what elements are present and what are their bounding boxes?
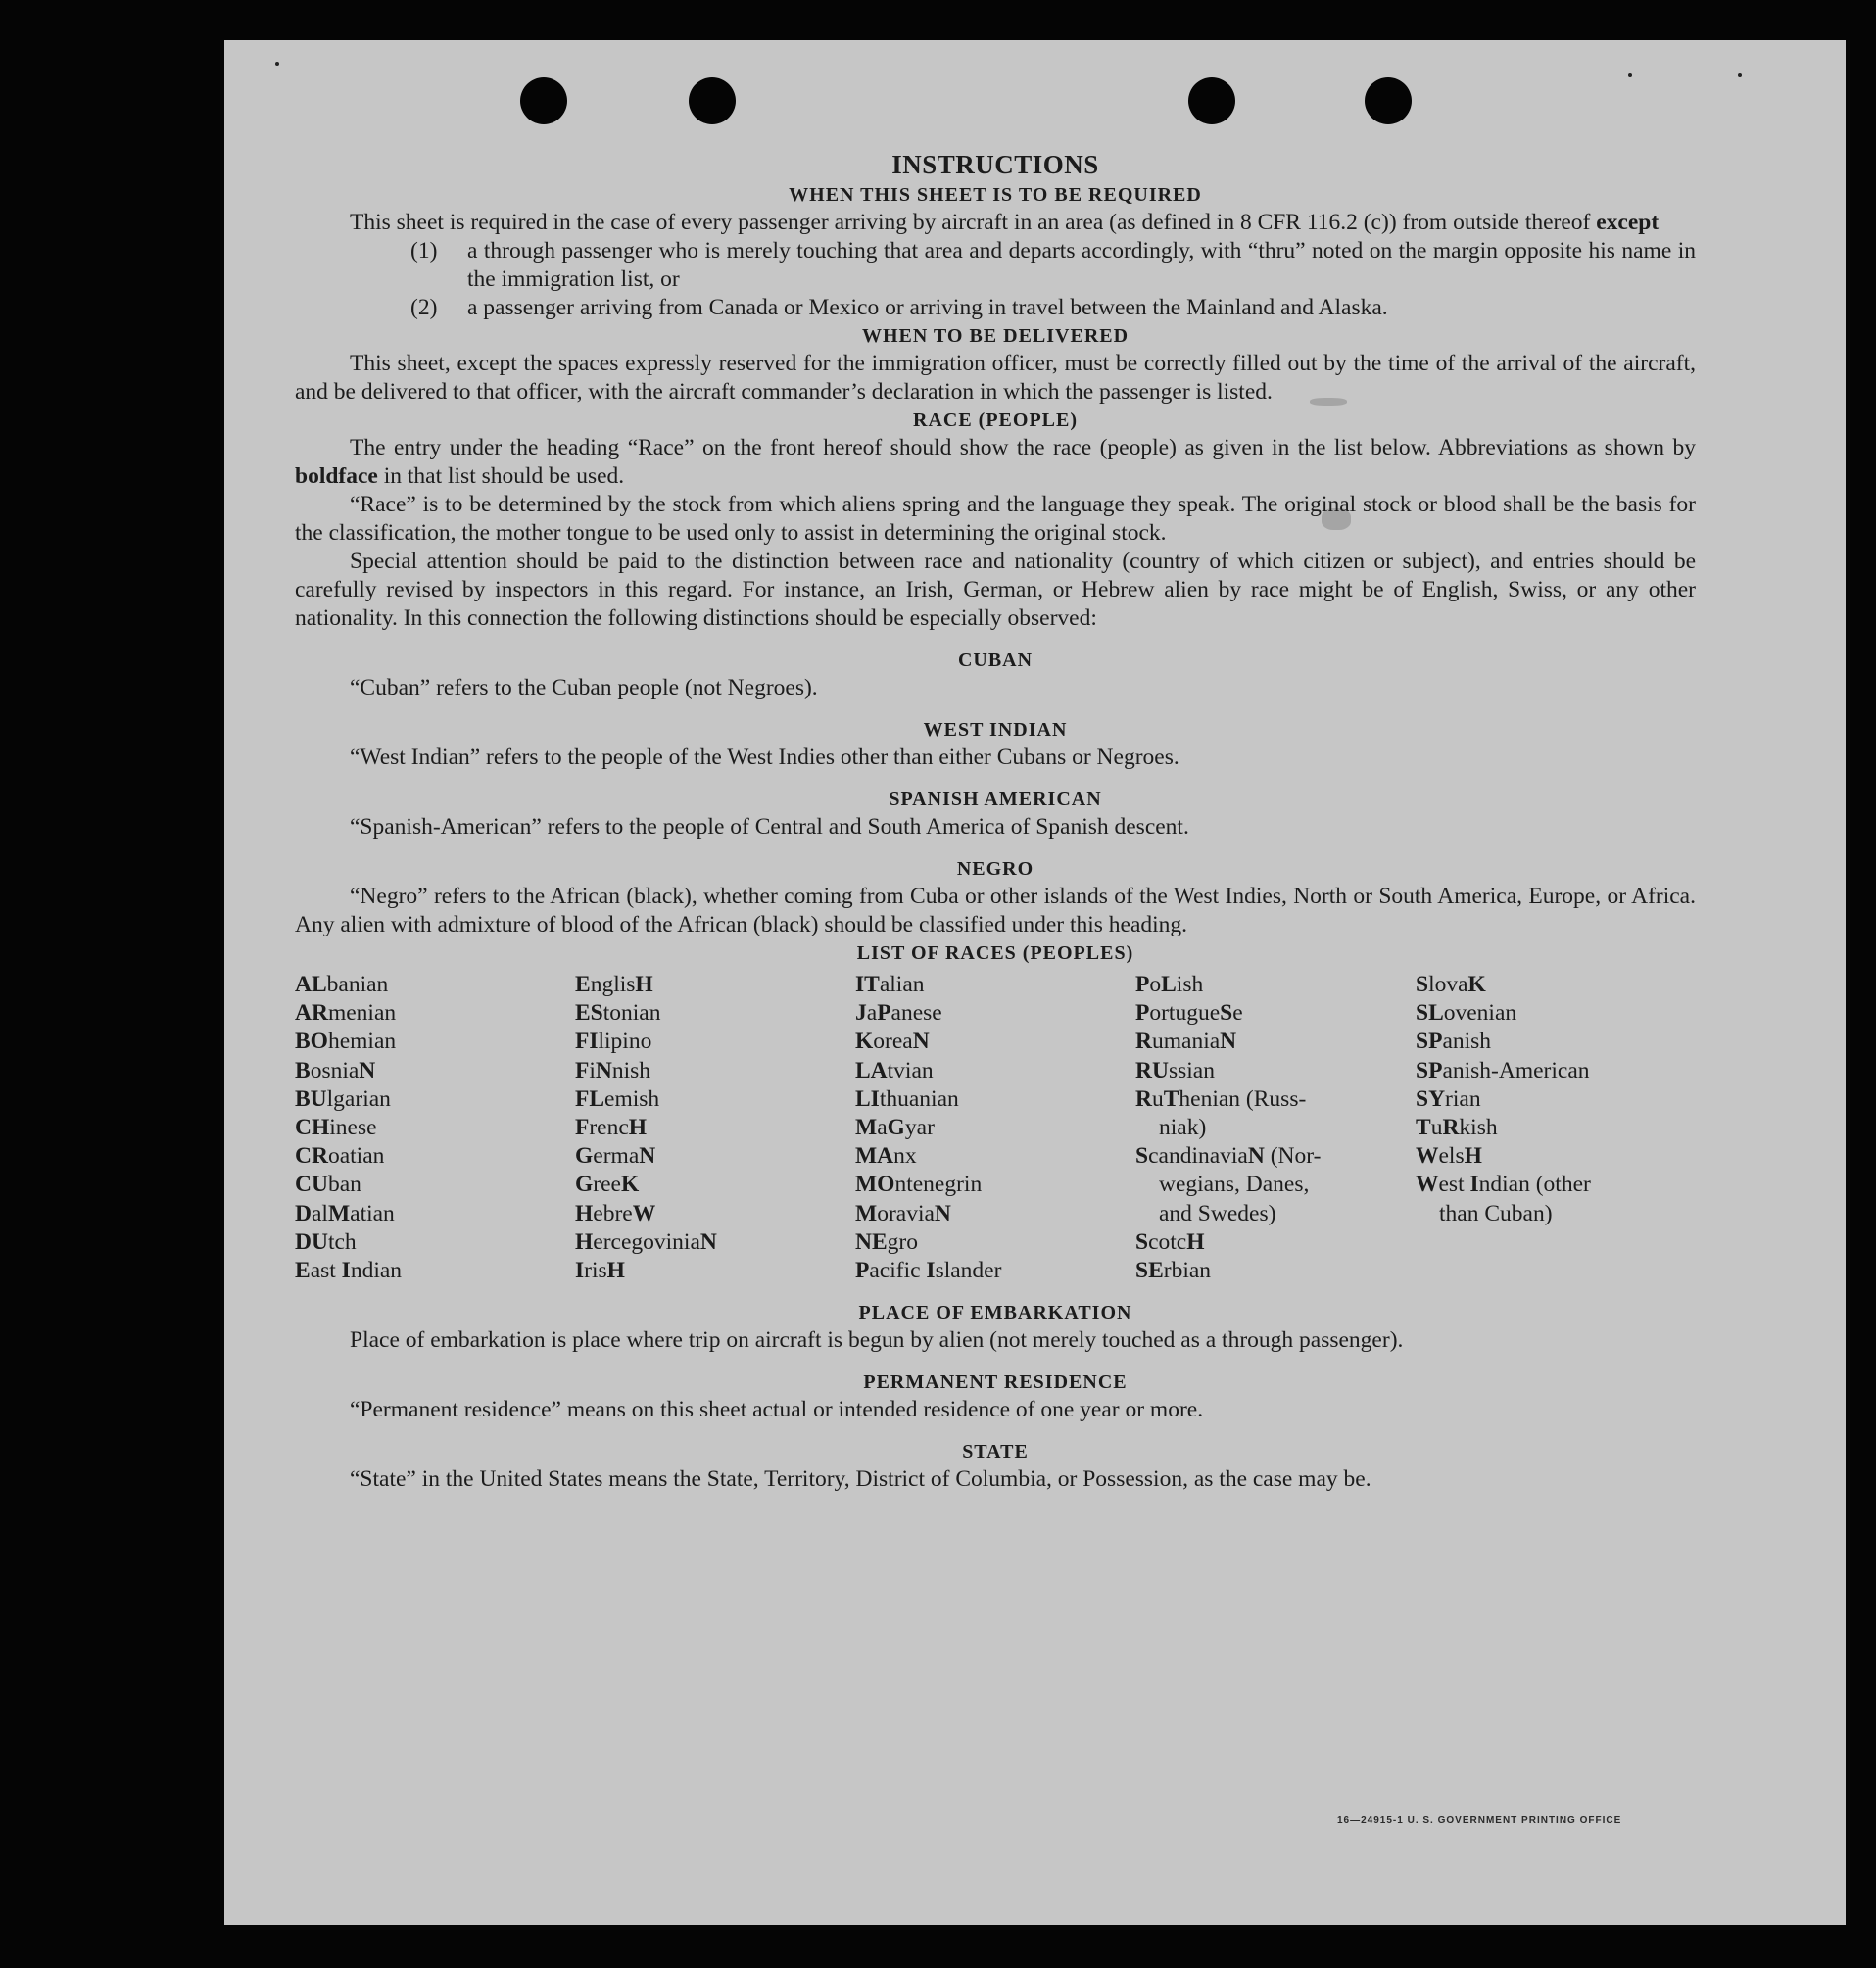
race-entry: LIthuanian — [855, 1085, 959, 1112]
race-entry: BOhemian — [295, 1029, 397, 1055]
section-heading: WHEN THIS SHEET IS TO BE REQUIRED — [789, 184, 1202, 206]
race-entry: GermaN — [575, 1143, 656, 1170]
race-entry: SLovenian — [1416, 1000, 1517, 1027]
race-entry: SYrian — [1416, 1085, 1481, 1112]
race-entry: RuThenian (Russ- — [1135, 1085, 1307, 1112]
race-entry: FIlipino — [575, 1029, 652, 1055]
paragraph: “Cuban” refers to the Cuban people (not Negroes). — [350, 675, 818, 700]
race-entry: EnglisH — [575, 972, 653, 997]
paragraph: This sheet is required in the case of every passenger arriving by aircraft in an area (as defined in 8 CFR 116.2 (c)) from outside thereof except — [350, 210, 1660, 235]
race-entry: wegians, Danes, — [1159, 1172, 1310, 1198]
race-entry: DalMatian — [295, 1200, 395, 1226]
paragraph: “Spanish-American” refers to the people of Central and South America of Spanish descent. — [350, 814, 1189, 840]
punch-hole — [520, 77, 567, 124]
race-entry: MaGyar — [855, 1115, 935, 1141]
race-entry: MOntenegrin — [855, 1172, 983, 1198]
paragraph: Special attention should be paid to the distinction between race and nationality (country of which citizen or subject), and entries should be carefully revised by inspectors in this regard. For instance, an Irish, German, or Hebrew alien by race might be of English, Swiss, or any other nationality. In this connection the following distinctions should be especially observed: — [295, 549, 1696, 631]
race-entry: FrencH — [575, 1115, 648, 1141]
document-sheet — [224, 40, 1846, 1925]
race-entry: DUtch — [295, 1228, 357, 1255]
races-list — [295, 971, 1696, 1285]
race-entry: TuRkish — [1416, 1115, 1498, 1141]
section-heading: NEGRO — [956, 858, 1034, 880]
race-entry: Pacific Islander — [855, 1258, 1002, 1284]
race-entry: KoreaN — [855, 1029, 930, 1055]
race-entry: EStonian — [575, 1000, 661, 1027]
race-entry: East Indian — [295, 1258, 403, 1284]
instructions-body — [295, 148, 1696, 1494]
race-column — [1135, 971, 1416, 1285]
race-column — [1416, 971, 1696, 1285]
race-entry: HebreW — [575, 1200, 656, 1226]
section-heading: CUBAN — [957, 649, 1034, 671]
race-entry: ARmenian — [295, 1000, 397, 1027]
race-entry: niak) — [1159, 1115, 1207, 1141]
paragraph: “Negro” refers to the African (black), whether coming from Cuba or other islands of the West Indies, North or South America, Europe, or Africa. Any alien with admixture of blood of the African (black) should be classified under this heading. — [295, 884, 1696, 937]
race-entry: CRoatian — [295, 1143, 385, 1170]
race-entry: BosniaN — [295, 1057, 376, 1083]
paragraph: “State” in the United States means the State, Territory, District of Columbia, or Possession, as the case may be. — [350, 1466, 1371, 1493]
race-entry: JaPanese — [855, 1000, 942, 1027]
race-entry: SPanish — [1416, 1029, 1492, 1055]
section-heading: WEST INDIAN — [923, 719, 1068, 741]
speck — [275, 62, 279, 66]
race-entry: FLemish — [575, 1085, 660, 1112]
race-entry: MAnx — [855, 1143, 917, 1170]
race-entry: WelsH — [1416, 1143, 1482, 1170]
race-entry: ALbanian — [295, 972, 389, 997]
race-entry: CHinese — [295, 1115, 377, 1141]
paragraph: Place of embarkation is place where trip on aircraft is begun by alien (not merely touched as a through passenger). — [350, 1327, 1404, 1354]
race-entry: RUssian — [1135, 1057, 1215, 1083]
paragraph: “Race” is to be determined by the stock from which aliens spring and the language they speak. The original stock or blood shall be the basis for the classification, the mother tongue to be used only to assist in determining the original stock. — [295, 492, 1696, 546]
race-entry: SErbian — [1135, 1258, 1212, 1284]
race-entry: SlovaK — [1416, 972, 1486, 997]
race-entry: SPanish-American — [1416, 1057, 1590, 1083]
race-entry: MoraviaN — [855, 1200, 951, 1226]
race-entry: ScandinaviaN (Nor- — [1135, 1143, 1322, 1170]
paragraph: The entry under the heading “Race” on the front hereof should show the race (people) as given in the list below. Abbreviations as shown by boldface in that list should be used. — [295, 435, 1696, 489]
race-entry: than Cuban) — [1439, 1200, 1553, 1226]
race-entry: HercegoviniaN — [575, 1228, 717, 1255]
section-heading: STATE — [962, 1441, 1029, 1464]
race-entry: LAtvian — [855, 1057, 934, 1083]
race-entry: ITalian — [855, 972, 925, 997]
paragraph: “West Indian” refers to the people of the West Indies other than either Cubans or Negroes. — [350, 744, 1179, 770]
race-column — [855, 971, 1135, 1285]
speck — [1628, 73, 1632, 77]
race-entry: PoLish — [1135, 972, 1204, 997]
race-entry: IrisH — [575, 1258, 625, 1284]
list-item: (2) a passenger arriving from Canada or Mexico or arriving in travel between the Mainland and Alaska. — [410, 295, 1388, 320]
race-entry: PortugueSe — [1135, 1000, 1243, 1027]
section-heading: WHEN TO BE DELIVERED — [861, 325, 1130, 347]
race-entry: West Indian (other — [1416, 1172, 1591, 1198]
page-title: INSTRUCTIONS — [891, 150, 1099, 179]
punch-hole — [1188, 77, 1235, 124]
section-heading: LIST OF RACES (PEOPLES) — [856, 942, 1134, 964]
paragraph: This sheet, except the spaces expressly reserved for the immigration officer, must be correctly filled out by the time of the arrival of the aircraft, and be delivered to that officer, with the aircraft commander’s declaration in which the passenger is listed. — [295, 351, 1696, 405]
race-entry: FiNnish — [575, 1057, 651, 1083]
race-entry: RumaniaN — [1135, 1029, 1237, 1055]
race-entry: and Swedes) — [1159, 1200, 1276, 1226]
list-item: (1) a through passenger who is merely touching that area and departs accordingly, with “thru” noted on the margin opposite his name in the immigration list, or — [410, 238, 1696, 292]
race-column — [575, 971, 855, 1285]
section-heading: PLACE OF EMBARKATION — [858, 1302, 1132, 1324]
section-heading: RACE (PEOPLE) — [913, 409, 1078, 431]
race-entry: CUban — [295, 1172, 361, 1198]
section-heading: PERMANENT RESIDENCE — [863, 1371, 1128, 1394]
race-entry: GreeK — [575, 1172, 640, 1198]
punch-hole — [1365, 77, 1412, 124]
punch-hole — [689, 77, 736, 124]
race-entry: NEgro — [855, 1228, 918, 1255]
race-column — [295, 971, 575, 1285]
speck — [1738, 73, 1742, 77]
printer-imprint: 16—24915-1 U. S. GOVERNMENT PRINTING OFFICE — [1337, 1815, 1622, 1826]
race-entry: ScotcH — [1135, 1228, 1205, 1255]
paragraph: “Permanent residence” means on this sheet actual or intended residence of one year or more. — [350, 1397, 1204, 1423]
race-entry: BUlgarian — [295, 1085, 391, 1112]
section-heading: SPANISH AMERICAN — [889, 789, 1102, 810]
